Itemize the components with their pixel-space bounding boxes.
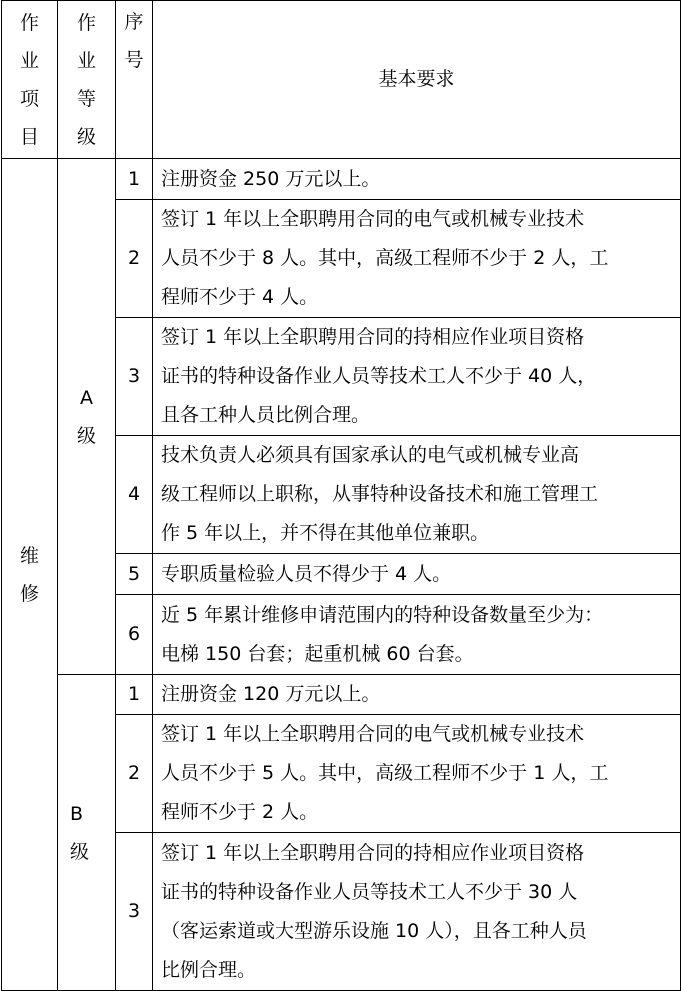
row-number: 2	[116, 715, 153, 833]
header-item: 作 业 项 目	[2, 1, 58, 159]
requirement-text: 签订 1 年以上全职聘用合同的电气或机械专业技术 人员不少于 8 人。其中，高级工程师不少于 2 人，工 程师不少于 4 人。	[153, 200, 681, 318]
item-cell-repair: 维 修	[2, 159, 58, 991]
table-row	[2, 675, 681, 715]
requirement-text: 签订 1 年以上全职聘用合同的持相应作业项目资格 证书的特种设备作业人员等技术工人不少于 30 人 （客运索道或大型游乐设施 10 人），且各工种人员 比例合理。	[153, 833, 681, 991]
header-row	[2, 1, 681, 159]
row-number: 6	[116, 595, 153, 675]
requirement-text: 签订 1 年以上全职聘用合同的电气或机械专业技术 人员不少于 5 人。其中，高级工程师不少于 1 人，工 程师不少于 2 人。	[153, 715, 681, 833]
requirement-text: 专职质量检验人员不得少于 4 人。	[153, 554, 681, 595]
row-number: 3	[116, 833, 153, 991]
requirement-text: 注册资金 120 万元以上。	[153, 675, 681, 715]
row-number: 5	[116, 554, 153, 595]
row-number: 3	[116, 318, 153, 436]
requirement-text: 近 5 年累计维修申请范围内的特种设备数量至少为： 电梯 150 台套；起重机械 60 台套。	[153, 595, 681, 675]
header-requirements: 基本要求	[153, 1, 681, 159]
level-a-cell: A 级	[58, 159, 116, 675]
row-number: 1	[116, 675, 153, 715]
header-seq: 序 号	[116, 1, 153, 159]
qualification-table	[1, 0, 681, 991]
requirement-text: 注册资金 250 万元以上。	[153, 159, 681, 200]
row-number: 2	[116, 200, 153, 318]
row-number: 1	[116, 159, 153, 200]
row-number: 4	[116, 436, 153, 554]
level-b-cell: B 级	[58, 675, 116, 991]
requirement-text: 签订 1 年以上全职聘用合同的持相应作业项目资格 证书的特种设备作业人员等技术工人不少于 40 人， 且各工种人员比例合理。	[153, 318, 681, 436]
table-row	[2, 159, 681, 200]
requirement-text: 技术负责人必须具有国家承认的电气或机械专业高 级工程师以上职称，从事特种设备技术和施工管理工 作 5 年以上，并不得在其他单位兼职。	[153, 436, 681, 554]
header-level: 作 业 等 级	[58, 1, 116, 159]
